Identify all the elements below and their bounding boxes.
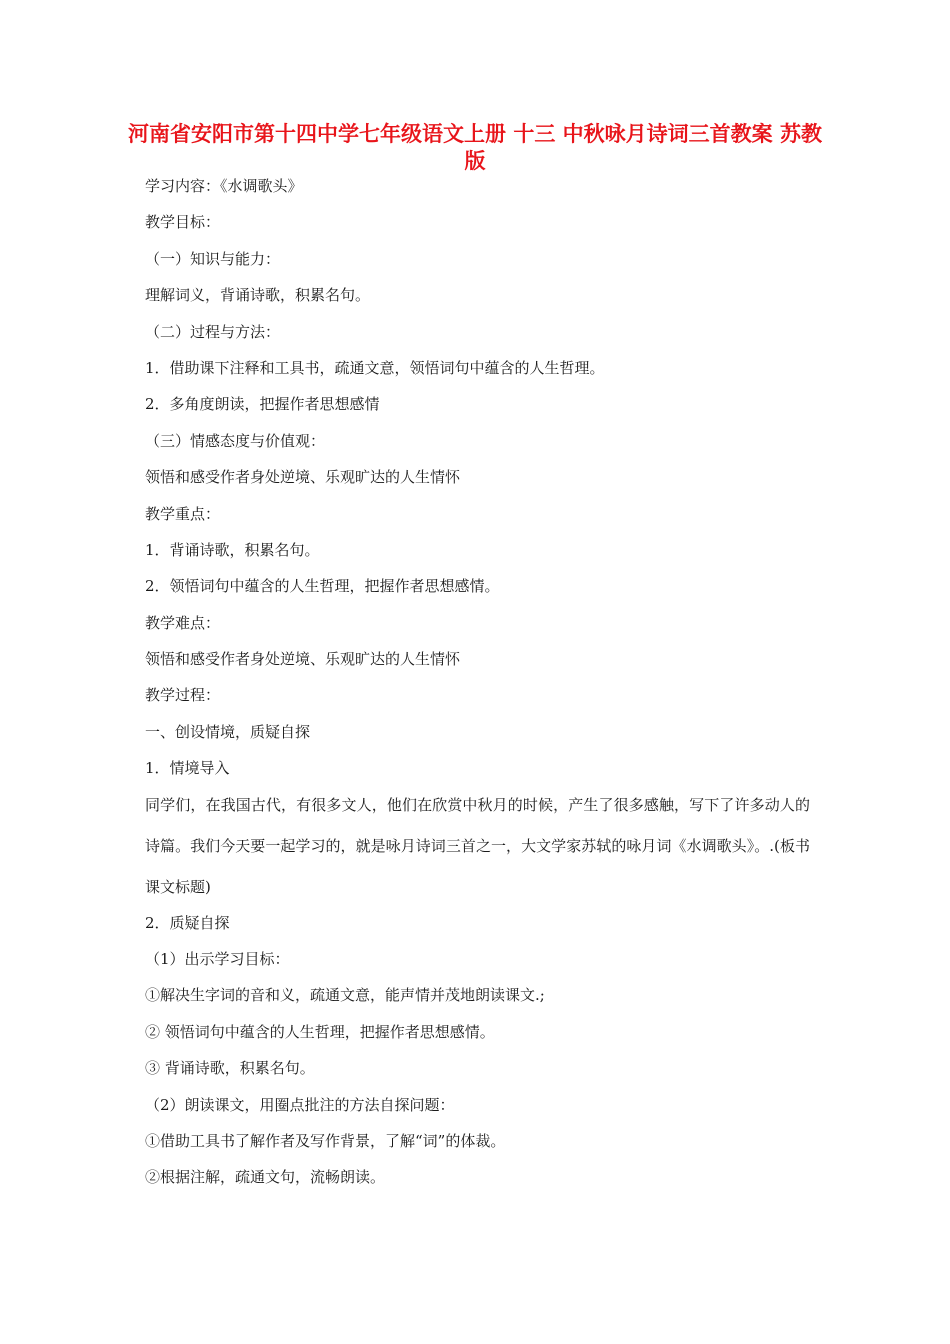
text-line: ①借助工具书了解作者及写作背景，了解“词”的体裁。 (145, 1131, 506, 1150)
text-line: （一）知识与能力： (145, 249, 281, 268)
text-line: 学习内容：《水调歌头》 (145, 177, 303, 195)
text-line: （1）出示学习目标： (145, 950, 290, 969)
text-line: ③ 背诵诗歌，积累名句。 (145, 1059, 315, 1078)
text-line: 理解词义，背诵诗歌，积累名句。 (145, 286, 371, 305)
document-title: 河南省安阳市第十四中学七年级语文上册 十三 中秋咏月诗词三首教案 苏教版 (128, 122, 822, 173)
intro-paragraph: 同学们，在我国古代，有很多文人，他们在欣赏中秋月的时候，产生了很多感触，写下了许多动人的诗篇。我们今天要一起学习的，就是咏月诗词三首之一，大文学家苏轼的咏月词《水调歌头》。.(板书课文标题) (145, 795, 810, 896)
text-line: 教学过程： (145, 686, 221, 705)
text-line: 教学难点： (145, 613, 221, 632)
text-line: 教学目标： (145, 213, 221, 232)
text-line: ② 领悟词句中蕴含的人生哲理，把握作者思想感情。 (145, 1022, 495, 1041)
text-line: （三）情感态度与价值观： (145, 431, 326, 450)
text-line: 2．领悟词句中蕴含的人生哲理，把握作者思想感情。 (145, 577, 500, 596)
text-line: ①解决生字词的音和义，疏通文意，能声情并茂地朗读课文.; (145, 986, 545, 1005)
text-line: 1．借助课下注释和工具书，疏通文意，领悟词句中蕴含的人生哲理。 (145, 358, 605, 377)
text-line: （2）朗读课文，用圈点批注的方法自探问题： (145, 1095, 455, 1114)
text-line: 领悟和感受作者身处逆境、乐观旷达的人生情怀 (145, 650, 461, 669)
text-line: 2．多角度朗读，把握作者思想感情 (145, 395, 380, 414)
text-line: 1．情境导入 (145, 759, 230, 778)
text-line: 2．质疑自探 (145, 913, 230, 932)
text-line: （二）过程与方法： (145, 322, 281, 341)
text-line: 教学重点： (145, 504, 221, 523)
text-line: 一、创设情境，质疑自探 (145, 722, 311, 741)
text-line: 领悟和感受作者身处逆境、乐观旷达的人生情怀 (145, 468, 461, 487)
text-line: 1．背诵诗歌，积累名句。 (145, 540, 320, 559)
document-body (145, 175, 810, 1203)
text-line: ②根据注解，疏通文句，流畅朗读。 (145, 1168, 386, 1187)
